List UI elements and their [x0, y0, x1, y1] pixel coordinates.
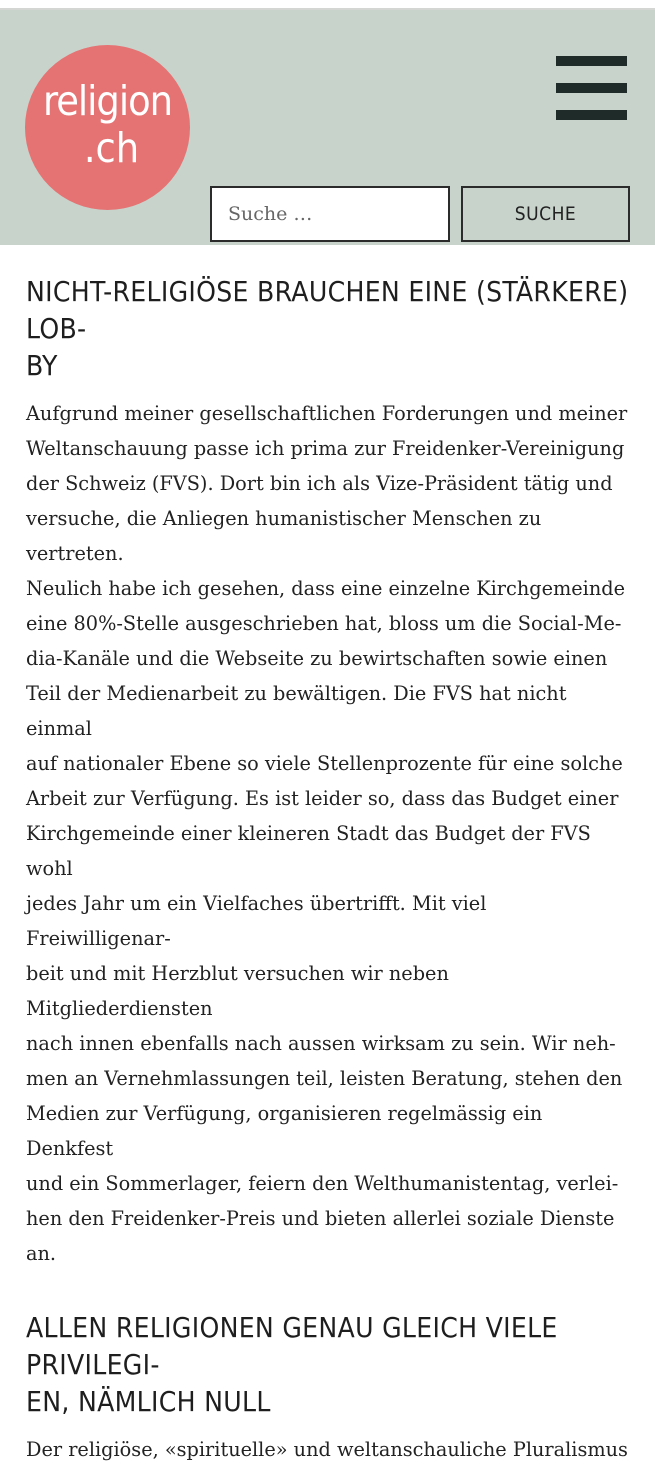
text-line: auf nationaler Ebene so viele Stellenprozente für eine solche [26, 752, 623, 775]
top-border [0, 0, 655, 10]
text-line: nach innen ebenfalls nach aussen wirksam zu sein. Wir neh- [26, 1032, 616, 1055]
text-line: Kirchgemeinde einer kleineren Stadt das Budget der FVS wohl [26, 822, 591, 880]
text-line: dia-Kanäle und die Webseite zu bewirtschaften sowie einen [26, 647, 608, 670]
menu-bar-top [556, 56, 627, 66]
text-line: und ein Sommerlager, feiern den Welthumanistentag, verlei- [26, 1172, 619, 1195]
search-input[interactable] [210, 186, 450, 242]
site-logo[interactable] [25, 45, 190, 210]
text-line: men an Vernehmlassungen teil, leisten Beratung, stehen den [26, 1067, 623, 1090]
text-line: Der religiöse, «spirituelle» und weltanschauliche Pluralismus [26, 1438, 628, 1461]
text-line: Aufgrund meiner gesellschaftlichen Forderungen und meiner [26, 402, 628, 425]
text-line: der Schweiz (FVS). Dort bin ich als Vize-Präsident tätig und [26, 472, 613, 495]
menu-bar-bottom [556, 110, 627, 120]
text-line: versuche, die Anliegen humanistischer Menschen zu vertreten. [26, 507, 542, 565]
logo-text-ch: .ch [83, 123, 140, 172]
section-allen-religionen [26, 1309, 629, 1467]
article-content [0, 245, 655, 1467]
text-line: eine 80%-Stelle ausgeschrieben hat, bloss um die Social-Me- [26, 612, 622, 635]
section-paragraph [26, 396, 629, 1271]
text-line: Neulich habe ich gesehen, dass eine einzelne Kirchgemeinde [26, 577, 626, 600]
section-heading [26, 1309, 629, 1420]
text-line: Weltanschauung passe ich prima zur Freidenker-Vereinigung [26, 437, 625, 460]
text-line: Medien zur Verfügung, organisieren regelmässig ein Denkfest [26, 1102, 543, 1160]
menu-bar-middle [556, 83, 627, 93]
heading-line: EN, NÄMLICH NULL [26, 1385, 271, 1418]
text-line: an. [26, 1242, 57, 1265]
section-paragraph [26, 1432, 629, 1467]
section-heading [26, 273, 629, 384]
heading-line: NICHT-RELIGIÖSE BRAUCHEN EINE (STÄRKERE) LOB- [26, 275, 629, 345]
heading-line: BY [26, 349, 58, 382]
site-header [0, 10, 655, 245]
logo-text-religion: religion [42, 76, 173, 125]
section-nicht-religioese [26, 273, 629, 1271]
text-line: hen den Freidenker-Preis und bieten allerlei soziale Dienste [26, 1207, 615, 1230]
hamburger-menu-icon[interactable] [556, 56, 627, 120]
text-line: beit und mit Herzblut versuchen wir neben Mitgliederdiensten [26, 962, 449, 1020]
text-line: jedes Jahr um ein Vielfaches übertrifft. Mit viel Freiwilligenar- [26, 892, 487, 950]
text-line: Teil der Medienarbeit zu bewältigen. Die FVS hat nicht einmal [26, 682, 567, 740]
search-button[interactable]: SUCHE [461, 186, 630, 242]
text-line: Arbeit zur Verfügung. Es ist leider so, dass das Budget einer [26, 787, 619, 810]
heading-line: ALLEN RELIGIONEN GENAU GLEICH VIELE PRIVILEGI- [26, 1311, 558, 1381]
